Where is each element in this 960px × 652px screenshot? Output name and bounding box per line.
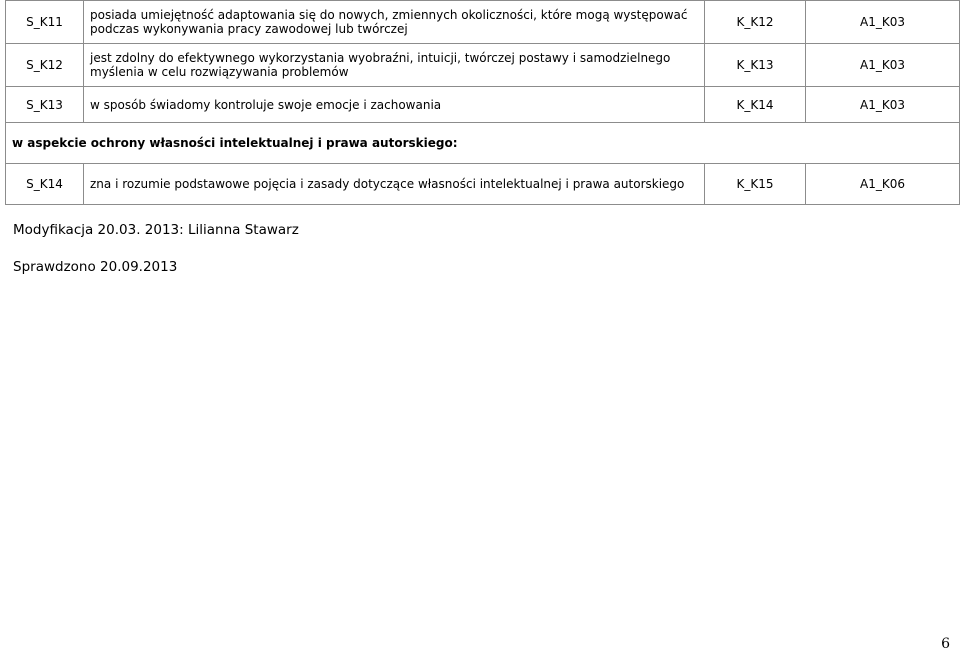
outcome-description: zna i rozumie podstawowe pojęcia i zasady dotyczące własności intelektualnej i prawa autorskiego [84,164,705,205]
section-heading: w aspekcie ochrony własności intelektualnej i prawa autorskiego: [6,123,960,164]
table-row [6,44,960,87]
direction-outcome-code: K_K12 [705,1,806,44]
area-outcome-code: A1_K03 [806,1,960,44]
direction-outcome-code: K_K14 [705,87,806,123]
learning-outcomes-table [5,0,960,205]
outcome-code: S_K13 [6,87,84,123]
outcome-code: S_K12 [6,44,84,87]
table-row [6,1,960,44]
area-outcome-code: A1_K06 [806,164,960,205]
modification-note: Modyfikacja 20.03. 2013: Lilianna Stawarz [13,222,299,238]
section-heading-row [6,123,960,164]
direction-outcome-code: K_K15 [705,164,806,205]
checked-note: Sprawdzono 20.09.2013 [13,259,178,275]
outcome-description: jest zdolny do efektywnego wykorzystania wyobraźni, intuicji, twórczej postawy i samodzielnego myślenia w celu rozwiązywania problemów [84,44,705,87]
table-row [6,164,960,205]
area-outcome-code: A1_K03 [806,44,960,87]
outcome-description: posiada umiejętność adaptowania się do nowych, zmiennych okoliczności, które mogą występować podczas wykonywania pracy zawodowej lub twórczej [84,1,705,44]
outcome-code: S_K11 [6,1,84,44]
direction-outcome-code: K_K13 [705,44,806,87]
outcome-code: S_K14 [6,164,84,205]
table-row [6,87,960,123]
area-outcome-code: A1_K03 [806,87,960,123]
outcome-description: w sposób świadomy kontroluje swoje emocje i zachowania [84,87,705,123]
page-number: 6 [941,636,950,652]
